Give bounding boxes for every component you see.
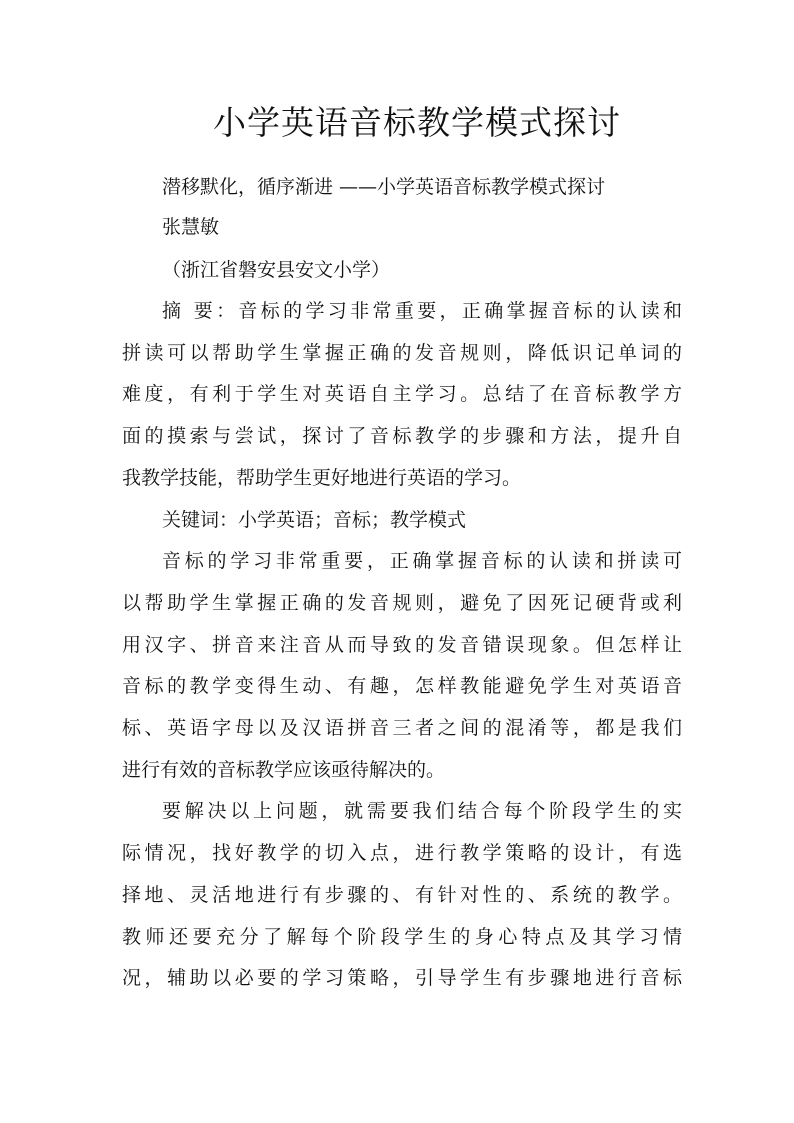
paragraph-line: 用汉字、拼音来注音从而导致的发音错误现象。但怎样让: [122, 634, 682, 656]
paragraph-line: 择地、灵活地进行有步骤的、有针对性的、系统的教学。: [122, 884, 682, 906]
paragraph-line: 以帮助学生掌握正确的发音规则，避免了因死记硬背或利: [122, 592, 682, 614]
document-title: 小学英语音标教学模式探讨: [213, 103, 621, 142]
abstract-line: 拼读可以帮助学生掌握正确的发音规则，降低识记单词的: [122, 342, 682, 364]
keywords: 关键词：小学英语；音标；教学模式: [162, 509, 467, 531]
paragraph-line: 要解决以上问题，就需要我们结合每个阶段学生的实: [162, 800, 682, 822]
paragraph-line: 际情况，找好教学的切入点，进行教学策略的设计，有选: [122, 842, 682, 864]
abstract-line: 面的摸索与尝试，探讨了音标教学的步骤和方法，提升自: [122, 425, 682, 447]
author-name: 张慧敏: [162, 216, 220, 238]
paragraph-line: 况，辅助以必要的学习策略，引导学生有步骤地进行音标: [122, 967, 682, 989]
abstract-line: 我教学技能，帮助学生更好地进行英语的学习。: [122, 467, 522, 489]
paragraph-line: 音标的学习非常重要，正确掌握音标的认读和拼读可: [162, 550, 682, 572]
paragraph-line: 标、英语字母以及汉语拼音三者之间的混淆等，都是我们: [122, 717, 682, 739]
paragraph-line: 进行有效的音标教学应该亟待解决的。: [122, 759, 446, 781]
abstract-line: 难度，有利于学生对英语自主学习。总结了在音标教学方: [122, 383, 682, 405]
abstract-line: 摘 要：音标的学习非常重要，正确掌握音标的认读和: [162, 300, 682, 322]
document-subtitle: 潜移默化，循序渐进 ——小学英语音标教学模式探讨: [162, 176, 606, 198]
paragraph-line: 音标的教学变得生动、有趣，怎样教能避免学生对英语音: [122, 675, 682, 697]
paragraph-line: 教师还要充分了解每个阶段学生的身心特点及其学习情: [122, 926, 682, 948]
author-affiliation: （浙江省磐安县安文小学）: [162, 259, 391, 281]
